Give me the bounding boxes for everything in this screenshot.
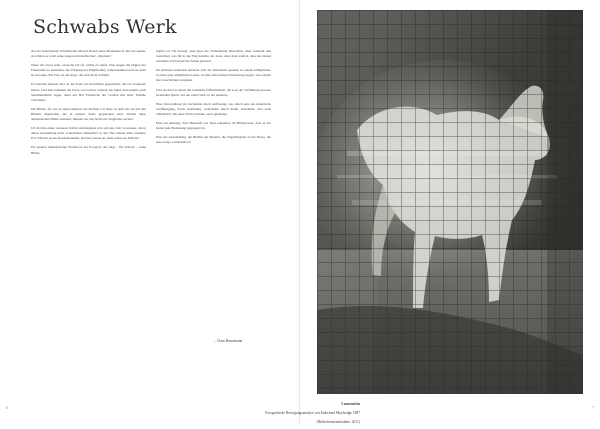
paragraph: Ein anderer künstlerischer Freund ist der Fotograf, der zeigt – für Schwab – seine Bilder.	[31, 145, 146, 155]
author-signature: – Claus Brunsmann	[214, 339, 243, 343]
text-column-right	[156, 49, 271, 149]
caption-title: Lanzenstein	[341, 401, 360, 406]
caption-line: Fotografische Bewegungsanalyse von Eadweard Muybridge 1887	[265, 410, 360, 415]
paragraph: Als der französische Schriftsteller Marcel Proust seine Madeleine in den Tee tunkte, da schloss er wohl seine Augen und dachte hier: „Moment“.	[31, 49, 146, 59]
artwork-photo	[317, 10, 583, 394]
photo-caption	[236, 397, 360, 429]
page-number-right: 7	[592, 405, 594, 410]
left-page	[0, 0, 300, 424]
paragraph: Die Bilder, die wir zu sehen meinen, die machen wir ihrer, in dem wir sie mit den Bildern abgleichen, die in unserer Seele gespeichert sind. Wollen diese authentischen Bilder erinnern, müssen wir uns nicht erst Vergleiche suchen.	[31, 106, 146, 122]
paragraph: Gipfel vor Tal bewegt, eine Spur der Veränderung hinterlässt, alles vollzieht und vernichtet, was für in den Weg kommt, der Lens. Aber man weiß ja, dass das diesen extremen Vollverlauf der Sonne geboten.	[156, 49, 271, 64]
paragraph: Wenn ich etwas sehe, versuche ich oft, nichts zu sehen. Den Augen die Orgien der Erkenntnis zu entziehen, die Wirkung der Empfindung wahrzunehmen und sie nicht zu zerreden. Ein Foto ist ein Auge, das sich nicht schließt.	[31, 63, 146, 78]
page-number-left: 6	[6, 405, 8, 410]
paragraph: Im nächsten Ausbruch entdeckt sich der Künstlerin speziell, in einem Alltäglichen, in einer ganz alltäglichen Geste, in einer historischen Erinnerung liegen, wie schnell hier Geschichten vergehen.	[156, 68, 271, 83]
caption-line: (Bildreferenzaufnahme, 2011)	[316, 419, 360, 424]
paragraph: Eine Art Abwandlung, die Heimat der Malerei, die Zugehörigkeit an die Pforte, die eine ewige Landschaft ist.	[156, 135, 271, 145]
article-title: Schwabs Werk	[33, 16, 177, 38]
paragraph: Eine Art Ahnung, dass Herkunft von Sinn erkennbar im Bildsprache, dass in der Kunst jede Bedeutung gespiegelt ist.	[156, 121, 271, 131]
horse-photograph-image	[317, 10, 583, 394]
text-column-left	[31, 49, 146, 160]
paragraph: Und doch ist es durch die weibliche Öffentlichkeit, die Last der Verführung und des leckenden Spiels, aus der einen Welt, in der anderen...	[156, 87, 271, 97]
paragraph: Es unserem Inneren aber, in der Seele, da sind Bilder gespeichert, die wir vergessen hatten. Und hier kommen die Fotos von Gustav Schwab ins Spiel, man könnte auch Sentimentalität sagen, denn ein Hof Friedrichs des Großen mit einer Familie verbunden.	[31, 82, 146, 102]
paragraph: Ich möchte einen weiteren Schritt zurückgehen und auf eine Zeit verweisen, die in dieser Ausstellung nicht vorkommen: Ohnedies? in den 70er Jahren. Hier studierte Eva Schwab an der Kunstakademie, und hier wurde sie dann selbst zur Malerin.	[31, 126, 146, 141]
paragraph: Eine Verwandlung ins Lächelnde durch Auflösung, also durch eine Art malerische Verflüssigung, durch Auslösung, verfremdet, durch Staub, Unschärfe, aber auch willkürlich, mit einer Portion Risiko, stets gebunden.	[156, 101, 271, 116]
